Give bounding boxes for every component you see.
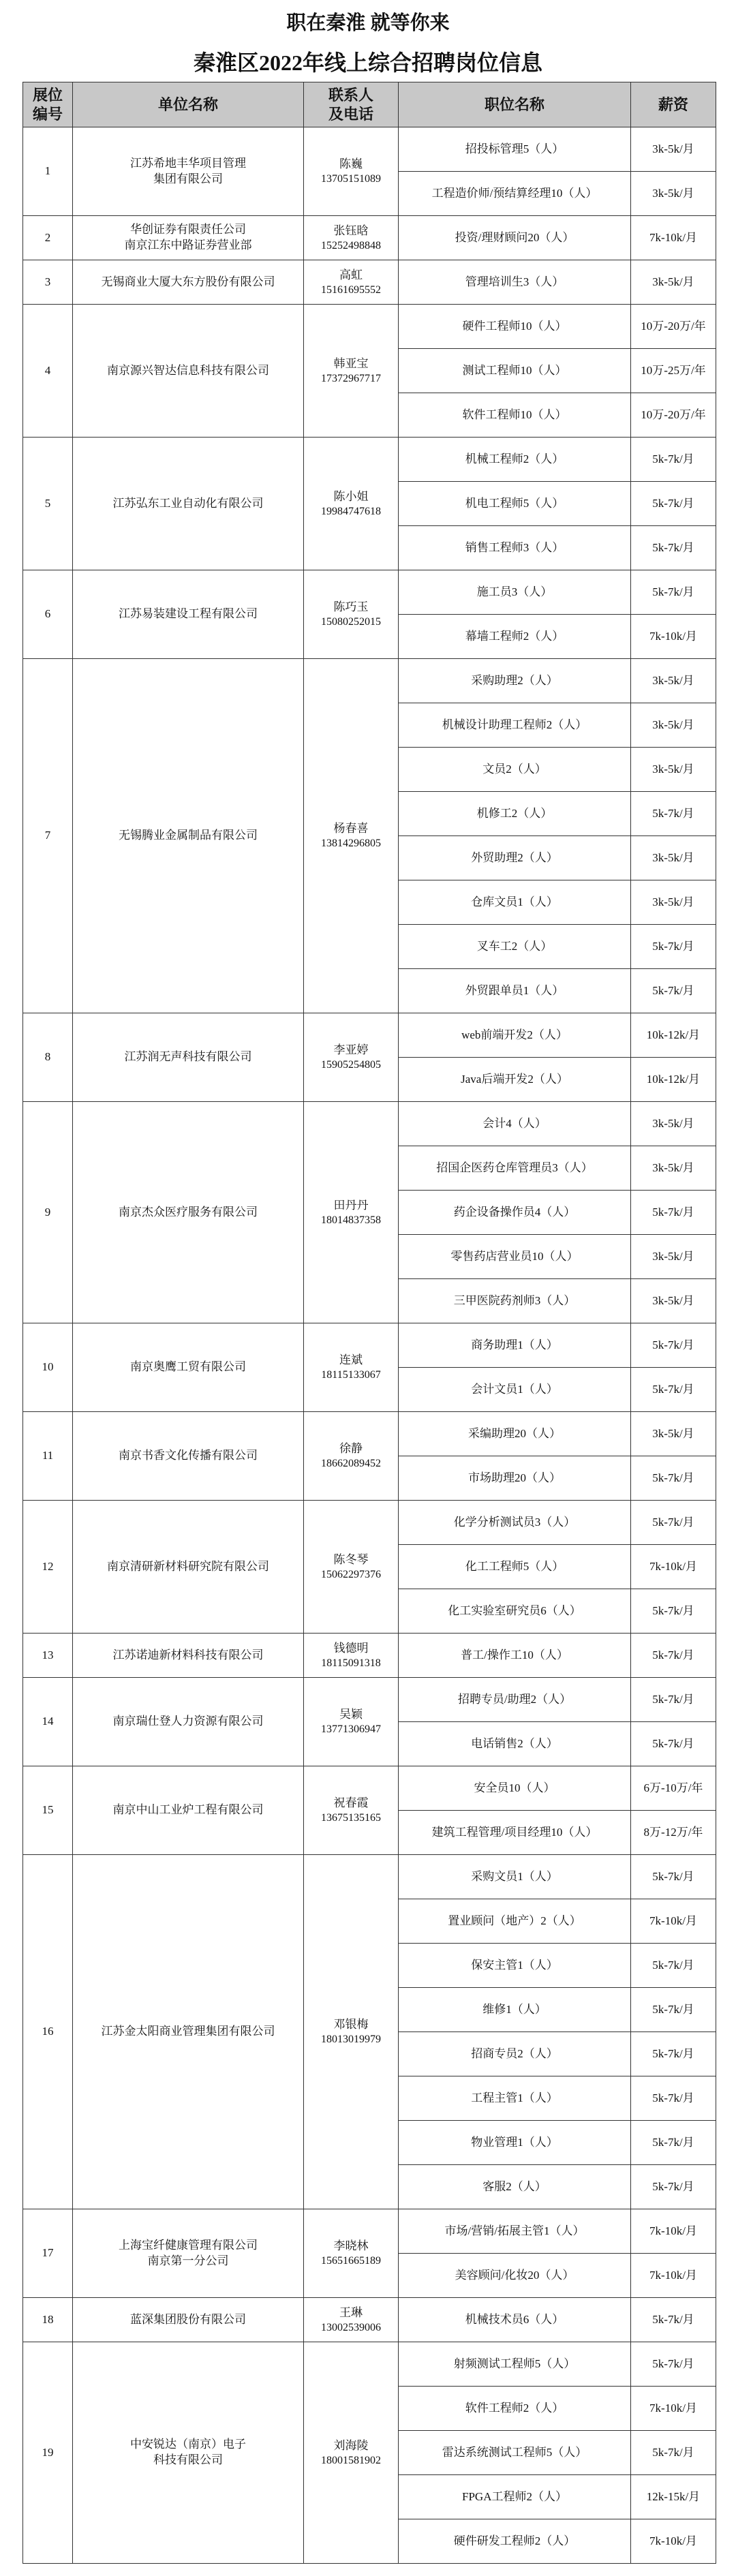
booth-number-cell: 18: [23, 2298, 73, 2342]
position-title-cell: 招商专员2（人）: [399, 2032, 631, 2076]
company-name-cell: 南京源兴智达信息科技有限公司: [73, 305, 304, 438]
booth-number-cell: 7: [23, 659, 73, 1013]
contact-name: 徐静: [339, 1442, 363, 1455]
salary-cell: 7k-10k/月: [631, 1899, 716, 1944]
salary-cell: 3k-5k/月: [631, 1146, 716, 1191]
contact-phone: 15651665189: [321, 2255, 381, 2267]
salary-cell: 5k-7k/月: [631, 969, 716, 1013]
contact-name: 钱德明: [333, 1641, 369, 1655]
salary-cell: 7k-10k/月: [631, 216, 716, 260]
company-name-cell: 华创证券有限责任公司 南京江东中路证券营业部: [73, 216, 304, 260]
position-title-cell: 维修1（人）: [399, 1988, 631, 2032]
contact-phone: 15161695552: [321, 283, 381, 296]
position-title-cell: 零售药店营业员10（人）: [399, 1235, 631, 1279]
contact-name: 邓银梅: [333, 2018, 369, 2031]
page-title: 职在秦淮 就等你来: [286, 12, 450, 34]
company-name-cell: 南京奥鹰工贸有限公司: [73, 1323, 304, 1412]
salary-cell: 7k-10k/月: [631, 2387, 716, 2431]
booth-number-cell: 4: [23, 305, 73, 438]
contact-phone: 13814296805: [321, 838, 381, 849]
contact-cell: [304, 216, 399, 260]
salary-cell: 5k-7k/月: [631, 1634, 716, 1678]
salary-cell: 5k-7k/月: [631, 1368, 716, 1412]
table-row: [23, 1013, 716, 1058]
contact-cell: [304, 1501, 399, 1634]
company-name-cell: 蓝深集团股份有限公司: [73, 2298, 304, 2342]
table-row: [23, 2342, 716, 2387]
contact-name: 王琳: [339, 2305, 363, 2319]
salary-cell: 5k-7k/月: [631, 2165, 716, 2209]
contact-cell: [304, 260, 399, 305]
booth-number-cell: 12: [23, 1501, 73, 1634]
contact-phone: 13705151089: [321, 173, 381, 185]
position-title-cell: 招国企医药仓库管理员3（人）: [399, 1146, 631, 1191]
position-title-cell: 仓库文员1（人）: [399, 880, 631, 925]
position-title-cell: 射频测试工程师5（人）: [399, 2342, 631, 2387]
salary-cell: 3k-5k/月: [631, 1279, 716, 1323]
table-row: [23, 1102, 716, 1146]
salary-cell: 10k-12k/月: [631, 1013, 716, 1058]
table-row: [23, 570, 716, 615]
contact-phone: 15252498848: [321, 239, 381, 251]
salary-cell: 3k-5k/月: [631, 260, 716, 305]
position-title-cell: 招投标管理5（人）: [399, 127, 631, 172]
table-row: [23, 659, 716, 703]
contact-name: 陈小姐: [333, 489, 369, 503]
position-title-cell: 测试工程师10（人）: [399, 349, 631, 393]
contact-cell: [304, 1855, 399, 2209]
salary-cell: 10万-25万/年: [631, 349, 716, 393]
contact-phone: 15905254805: [321, 1059, 381, 1071]
position-title-cell: 会计4（人）: [399, 1102, 631, 1146]
salary-cell: 7k-10k/月: [631, 1545, 716, 1589]
contact-phone: 15080252015: [321, 616, 381, 628]
contact-name: 陈巍: [339, 157, 363, 170]
contact-phone: 18013019979: [321, 2034, 381, 2045]
salary-cell: 3k-5k/月: [631, 703, 716, 748]
company-name-cell: 江苏弘东工业自动化有限公司: [73, 438, 304, 570]
booth-number-cell: 5: [23, 438, 73, 570]
position-title-cell: 化工实验室研究员6（人）: [399, 1589, 631, 1634]
position-title-cell: 机修工2（人）: [399, 792, 631, 836]
contact-phone: 13002539006: [321, 2321, 381, 2333]
position-title-cell: 会计文员1（人）: [399, 1368, 631, 1412]
salary-cell: 5k-7k/月: [631, 1456, 716, 1501]
salary-cell: 3k-5k/月: [631, 172, 716, 216]
table-row: [23, 1766, 716, 1811]
position-title-cell: 机械设计助理工程师2（人）: [399, 703, 631, 748]
contact-cell: [304, 2298, 399, 2342]
contact-name: 高虹: [339, 268, 363, 281]
booth-number-cell: 6: [23, 570, 73, 659]
contact-phone: 17372967717: [321, 372, 381, 384]
company-name-cell: 南京杰众医疗服务有限公司: [73, 1102, 304, 1323]
table-row: [23, 305, 716, 349]
position-title-cell: 三甲医院药剂师3（人）: [399, 1279, 631, 1323]
company-name-cell: 江苏诺迪新材料科技有限公司: [73, 1634, 304, 1678]
position-title-cell: 工程造价师/预结算经理10（人）: [399, 172, 631, 216]
header-contact: 联系人 及电话: [304, 82, 399, 127]
contact-phone: 18014837358: [321, 1214, 381, 1226]
position-title-cell: 采购文员1（人）: [399, 1855, 631, 1899]
position-title-cell: 投资/理财顾问20（人）: [399, 216, 631, 260]
booth-number-cell: 11: [23, 1412, 73, 1501]
header-company-name: 单位名称: [73, 82, 304, 127]
company-name-cell: 江苏金太阳商业管理集团有限公司: [73, 1855, 304, 2209]
salary-cell: 5k-7k/月: [631, 1191, 716, 1235]
salary-cell: 10k-12k/月: [631, 1058, 716, 1102]
salary-cell: 5k-7k/月: [631, 2121, 716, 2165]
contact-cell: [304, 2342, 399, 2564]
table-row: [23, 1634, 716, 1678]
salary-cell: 5k-7k/月: [631, 2342, 716, 2387]
contact-cell: [304, 1323, 399, 1412]
table-header: [23, 82, 716, 127]
salary-cell: 5k-7k/月: [631, 2298, 716, 2342]
position-title-cell: 雷达系统测试工程师5（人）: [399, 2431, 631, 2475]
salary-cell: 10万-20万/年: [631, 393, 716, 438]
booth-number-cell: 8: [23, 1013, 73, 1102]
position-title-cell: 安全员10（人）: [399, 1766, 631, 1811]
salary-cell: 3k-5k/月: [631, 1235, 716, 1279]
salary-cell: 8万-12万/年: [631, 1811, 716, 1855]
contact-cell: [304, 1634, 399, 1678]
salary-cell: 7k-10k/月: [631, 615, 716, 659]
contact-cell: [304, 1412, 399, 1501]
contact-phone: 13675135165: [321, 1812, 381, 1824]
salary-cell: 5k-7k/月: [631, 570, 716, 615]
salary-cell: 5k-7k/月: [631, 2076, 716, 2121]
contact-phone: 18001581902: [321, 2454, 381, 2466]
salary-cell: 5k-7k/月: [631, 2431, 716, 2475]
table-row: [23, 1501, 716, 1545]
contact-cell: [304, 438, 399, 570]
company-name-cell: 南京中山工业炉工程有限公司: [73, 1766, 304, 1855]
table-header-row: [23, 82, 716, 127]
table-row: [23, 1323, 716, 1368]
salary-cell: 10万-20万/年: [631, 305, 716, 349]
position-title-cell: 招聘专员/助理2（人）: [399, 1678, 631, 1722]
contact-name: 杨春喜: [333, 822, 369, 835]
position-title-cell: 销售工程师3（人）: [399, 526, 631, 570]
booth-number-cell: 17: [23, 2209, 73, 2298]
company-name-cell: 江苏润无声科技有限公司: [73, 1013, 304, 1102]
salary-cell: 5k-7k/月: [631, 526, 716, 570]
contact-phone: 18662089452: [321, 1458, 381, 1469]
page-subtitle: 秦淮区2022年线上综合招聘岗位信息: [193, 50, 542, 75]
booth-number-cell: 13: [23, 1634, 73, 1678]
contact-phone: 18115133067: [321, 1369, 381, 1381]
salary-cell: 3k-5k/月: [631, 127, 716, 172]
contact-phone: 15062297376: [321, 1568, 381, 1580]
position-title-cell: 文员2（人）: [399, 748, 631, 792]
contact-name: 祝春霞: [333, 1796, 369, 1809]
position-title-cell: 施工员3（人）: [399, 570, 631, 615]
salary-cell: 5k-7k/月: [631, 2032, 716, 2076]
salary-cell: 3k-5k/月: [631, 836, 716, 880]
contact-cell: [304, 1766, 399, 1855]
contact-name: 李晓林: [333, 2239, 369, 2252]
position-title-cell: 硬件研发工程师2（人）: [399, 2519, 631, 2564]
position-title-cell: 市场/营销/拓展主管1（人）: [399, 2209, 631, 2254]
position-title-cell: 工程主管1（人）: [399, 2076, 631, 2121]
salary-cell: 5k-7k/月: [631, 1944, 716, 1988]
contact-name: 吴颖: [339, 1708, 363, 1721]
contact-name: 韩亚宝: [333, 356, 369, 370]
table-row: [23, 1412, 716, 1456]
table-row: [23, 2209, 716, 2254]
company-name-cell: 南京书香文化传播有限公司: [73, 1412, 304, 1501]
position-title-cell: 机械技术员6（人）: [399, 2298, 631, 2342]
salary-cell: 5k-7k/月: [631, 1855, 716, 1899]
position-title-cell: 物业管理1（人）: [399, 2121, 631, 2165]
contact-cell: [304, 659, 399, 1013]
booth-number-cell: 19: [23, 2342, 73, 2564]
salary-cell: 3k-5k/月: [631, 659, 716, 703]
position-title-cell: web前端开发2（人）: [399, 1013, 631, 1058]
contact-phone: 18115091318: [321, 1657, 381, 1669]
contact-name: 李亚婷: [333, 1043, 369, 1056]
salary-cell: 5k-7k/月: [631, 1323, 716, 1368]
position-title-cell: 外贸跟单员1（人）: [399, 969, 631, 1013]
salary-cell: 5k-7k/月: [631, 1988, 716, 2032]
company-name-cell: 南京清研新材料研究院有限公司: [73, 1501, 304, 1634]
position-title-cell: 市场助理20（人）: [399, 1456, 631, 1501]
contact-name: 张钰晗: [333, 224, 369, 237]
header-salary: 薪资: [631, 82, 716, 127]
contact-phone: 13771306947: [321, 1723, 381, 1735]
salary-cell: 5k-7k/月: [631, 792, 716, 836]
position-title-cell: 机电工程师5（人）: [399, 482, 631, 526]
table-row: [23, 1678, 716, 1722]
header-position: 职位名称: [399, 82, 631, 127]
table-row: [23, 216, 716, 260]
contact-name: 刘海陵: [333, 2438, 369, 2452]
salary-cell: 5k-7k/月: [631, 1501, 716, 1545]
job-listing-table: [22, 82, 716, 2564]
position-title-cell: 化学分析测试员3（人）: [399, 1501, 631, 1545]
salary-cell: 3k-5k/月: [631, 1412, 716, 1456]
salary-cell: 5k-7k/月: [631, 1589, 716, 1634]
salary-cell: 3k-5k/月: [631, 748, 716, 792]
booth-number-cell: 14: [23, 1678, 73, 1766]
table-row: [23, 1855, 716, 1899]
contact-name: 田丹丹: [333, 1198, 369, 1212]
position-title-cell: 客服2（人）: [399, 2165, 631, 2209]
contact-name: 陈冬琴: [333, 1552, 369, 1566]
company-name-cell: 无锡商业大厦大东方股份有限公司: [73, 260, 304, 305]
company-name-cell: 上海宝纤健康管理有限公司 南京第一分公司: [73, 2209, 304, 2298]
position-title-cell: Java后端开发2（人）: [399, 1058, 631, 1102]
booth-number-cell: 9: [23, 1102, 73, 1323]
booth-number-cell: 10: [23, 1323, 73, 1412]
contact-name: 连斌: [339, 1353, 363, 1366]
company-name-cell: 无锡腾业金属制品有限公司: [73, 659, 304, 1013]
salary-cell: 5k-7k/月: [631, 1678, 716, 1722]
salary-cell: 5k-7k/月: [631, 438, 716, 482]
contact-cell: [304, 1013, 399, 1102]
table-row: [23, 2298, 716, 2342]
contact-cell: [304, 570, 399, 659]
salary-cell: 3k-5k/月: [631, 880, 716, 925]
contact-phone: 19984747618: [321, 505, 381, 517]
contact-cell: [304, 127, 399, 216]
table-row: [23, 127, 716, 172]
header-booth-number: 展位 编号: [23, 82, 73, 127]
salary-cell: 5k-7k/月: [631, 925, 716, 969]
position-title-cell: 叉车工2（人）: [399, 925, 631, 969]
booth-number-cell: 1: [23, 127, 73, 216]
salary-cell: 12k-15k/月: [631, 2475, 716, 2519]
salary-cell: 6万-10万/年: [631, 1766, 716, 1811]
booth-number-cell: 3: [23, 260, 73, 305]
company-name-cell: 南京瑞仕登人力资源有限公司: [73, 1678, 304, 1766]
position-title-cell: 机械工程师2（人）: [399, 438, 631, 482]
position-title-cell: 幕墙工程师2（人）: [399, 615, 631, 659]
booth-number-cell: 2: [23, 216, 73, 260]
salary-cell: 3k-5k/月: [631, 1102, 716, 1146]
contact-cell: [304, 2209, 399, 2298]
salary-cell: 5k-7k/月: [631, 482, 716, 526]
salary-cell: 7k-10k/月: [631, 2254, 716, 2298]
position-title-cell: 商务助理1（人）: [399, 1323, 631, 1368]
contact-cell: [304, 305, 399, 438]
position-title-cell: 建筑工程管理/项目经理10（人）: [399, 1811, 631, 1855]
contact-cell: [304, 1678, 399, 1766]
position-title-cell: 电话销售2（人）: [399, 1722, 631, 1766]
position-title-cell: 管理培训生3（人）: [399, 260, 631, 305]
position-title-cell: 普工/操作工10（人）: [399, 1634, 631, 1678]
contact-cell: [304, 1102, 399, 1323]
position-title-cell: 软件工程师10（人）: [399, 393, 631, 438]
table-row: [23, 260, 716, 305]
position-title-cell: 采购助理2（人）: [399, 659, 631, 703]
position-title-cell: FPGA工程师2（人）: [399, 2475, 631, 2519]
company-name-cell: 中安锐达（南京）电子 科技有限公司: [73, 2342, 304, 2564]
position-title-cell: 外贸助理2（人）: [399, 836, 631, 880]
position-title-cell: 置业顾问（地产）2（人）: [399, 1899, 631, 1944]
salary-cell: 7k-10k/月: [631, 2209, 716, 2254]
salary-cell: 5k-7k/月: [631, 1722, 716, 1766]
position-title-cell: 化工工程师5（人）: [399, 1545, 631, 1589]
company-name-cell: 江苏易装建设工程有限公司: [73, 570, 304, 659]
position-title-cell: 软件工程师2（人）: [399, 2387, 631, 2431]
position-title-cell: 硬件工程师10（人）: [399, 305, 631, 349]
company-name-cell: 江苏希地丰华项目管理 集团有限公司: [73, 127, 304, 216]
job-table-body: [23, 127, 716, 2564]
position-title-cell: 药企设备操作员4（人）: [399, 1191, 631, 1235]
position-title-cell: 采编助理20（人）: [399, 1412, 631, 1456]
booth-number-cell: 15: [23, 1766, 73, 1855]
salary-cell: 7k-10k/月: [631, 2519, 716, 2564]
position-title-cell: 保安主管1（人）: [399, 1944, 631, 1988]
booth-number-cell: 16: [23, 1855, 73, 2209]
position-title-cell: 美容顾问/化妆20（人）: [399, 2254, 631, 2298]
contact-name: 陈巧玉: [333, 600, 369, 613]
table-row: [23, 438, 716, 482]
